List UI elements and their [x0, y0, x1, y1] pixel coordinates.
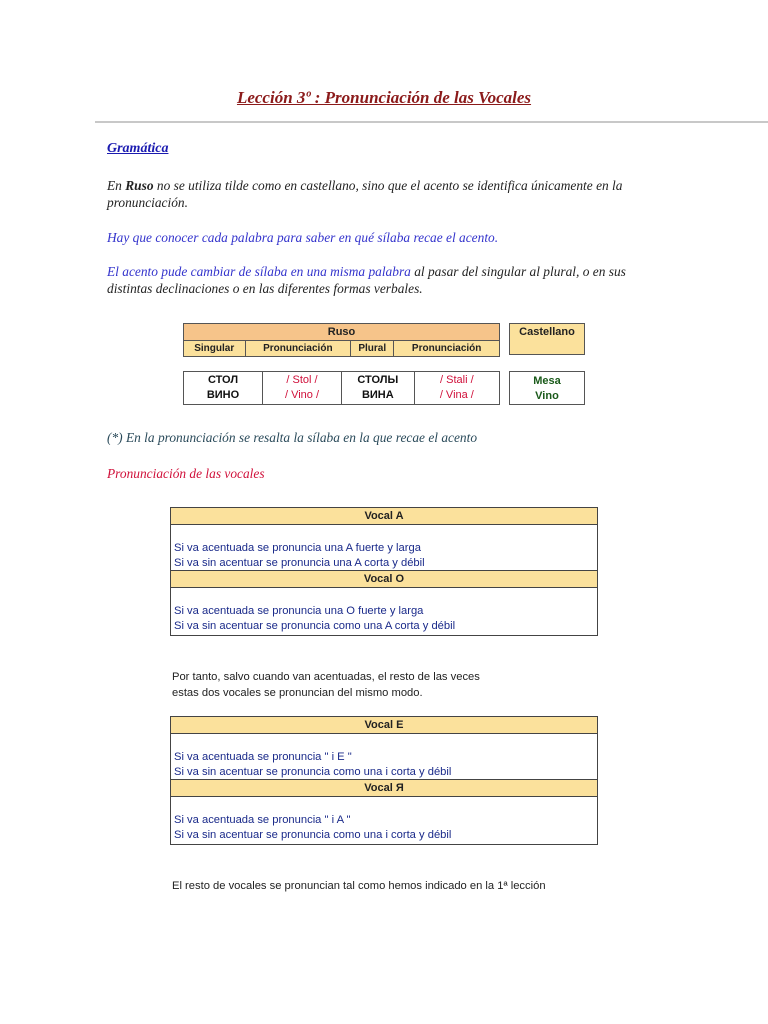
resto-vocales-text: El resto de vocales se pronuncian tal como hemos indicado en la 1ª lección — [172, 880, 546, 892]
page-title: Lección 3º : Pronunciación de las Vocales — [236, 88, 532, 107]
vocal-e-body — [171, 734, 597, 780]
vocal-o-line1: Si va acentuada se pronuncia una O fuerte y larga — [174, 605, 424, 617]
singular-cell — [184, 372, 263, 405]
singular-word-2: ВИНО — [206, 389, 240, 401]
por-tanto-line1: Por tanto, salvo cuando van acentuadas, el resto de las veces — [172, 671, 480, 683]
col-pronunciacion-1: Pronunciación — [245, 341, 351, 357]
vocal-a-header: Vocal A — [171, 508, 597, 525]
vocal-a-line1: Si va acentuada se pronuncia una A fuerte y larga — [174, 542, 421, 554]
col-pronunciacion-2: Pronunciación — [394, 341, 500, 357]
para3-rest: al pasar del singular al plural, o en sus distintas declinaciones o en las diferentes formas verbales. — [107, 264, 626, 296]
plural-word-2: ВИНА — [361, 389, 394, 401]
vocal-ya-line1: Si va acentuada se pronuncia " i A " — [174, 814, 351, 826]
vocal-e-line1: Si va acentuada se pronuncia " i E " — [174, 751, 352, 763]
vocal-e-line2: Si va sin acentuar se pronuncia como una i corta y débil — [174, 766, 452, 778]
esp-word-2: Vino — [535, 390, 559, 402]
plural-word-1: СТОЛЫ — [357, 374, 399, 386]
para3-blue: El acento pude cambiar de sílaba en una misma palabra — [107, 264, 411, 279]
vocal-o-body — [171, 588, 597, 635]
section-heading-pronunciacion: Pronunciación de las vocales — [107, 466, 265, 481]
vocal-ya-header: Vocal Я — [171, 780, 597, 797]
col-plural: Plural — [351, 341, 394, 357]
castellano-words — [509, 371, 585, 405]
paragraph-conocer-palabra: Hay que conocer cada palabra para saber en qué sílaba recae el acento. — [107, 230, 499, 245]
por-tanto-text — [172, 669, 480, 701]
paragraph-acento-cambia — [107, 263, 667, 297]
pron1-word-2: / Vino / — [284, 389, 320, 401]
col-singular: Singular — [184, 341, 246, 357]
paragraph-ruso-tilde — [107, 177, 667, 211]
castellano-header: Castellano — [509, 323, 585, 355]
vocal-e-header: Vocal E — [171, 717, 597, 734]
por-tanto-line2: estas dos vocales se pronuncian del mismo modo. — [172, 687, 423, 699]
vocal-o-line2: Si va sin acentuar se pronuncia como una A corta y débil — [174, 620, 456, 632]
pron1-cell — [263, 372, 342, 405]
pron2-word-1: / Stali / — [440, 374, 474, 386]
vocal-a-body — [171, 525, 597, 571]
pron2-word-2: / Vina / — [439, 389, 474, 401]
accent-note: (*) En la pronunciación se resalta la sílaba en la que recae el acento — [107, 430, 478, 445]
para1-bold: Ruso — [125, 178, 154, 193]
para1-pre: En — [107, 178, 126, 193]
para1-post: no se utiliza tilde como en castellano, sino que el acento se identifica únicamente en la pronunciación. — [107, 178, 623, 210]
vocal-group-1 — [170, 507, 598, 636]
vocal-ya-body — [171, 797, 597, 844]
section-heading-gramatica: Gramática — [107, 141, 169, 156]
vocal-o-header: Vocal O — [171, 571, 597, 588]
singular-word-1: СТОЛ — [207, 374, 239, 386]
words-table — [183, 371, 500, 405]
vocal-a-line2: Si va sin acentuar se pronuncia una A corta y débil — [174, 557, 425, 569]
pron1-word-1: / Stol / — [286, 374, 318, 386]
vocal-ya-line2: Si va sin acentuar se pronuncia como una i corta y débil — [174, 829, 452, 841]
esp-word-1: Mesa — [533, 375, 561, 387]
pron2-cell — [414, 372, 499, 405]
ruso-header: Ruso — [184, 324, 500, 341]
title-divider — [95, 121, 768, 123]
vocal-group-2 — [170, 716, 598, 845]
ruso-header-table — [183, 323, 500, 357]
plural-cell — [342, 372, 415, 405]
